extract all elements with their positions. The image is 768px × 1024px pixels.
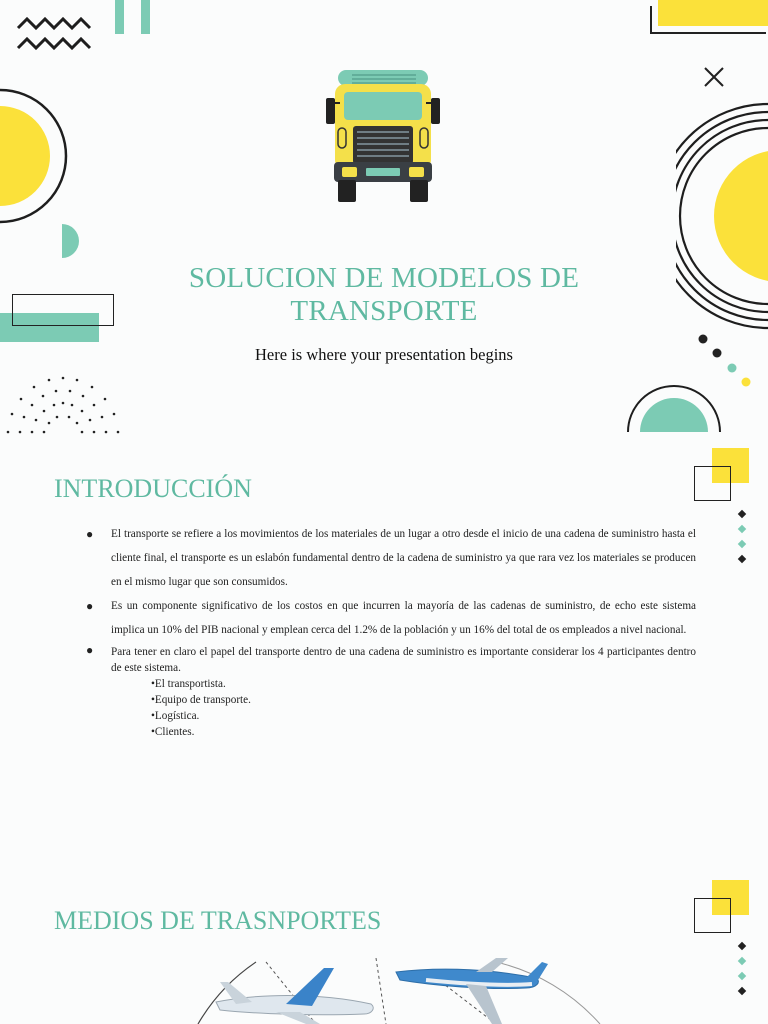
truck-icon — [326, 70, 442, 204]
small-teal-halfcircle-decoration — [60, 224, 80, 258]
bullet-icon: ● — [86, 599, 94, 613]
airplane-icon — [216, 968, 373, 1024]
outline-rect-decoration — [650, 6, 766, 34]
bullet-icon: ● — [86, 643, 94, 657]
participant-item: •Clientes. — [151, 726, 195, 738]
diamonds-decoration — [736, 940, 750, 1000]
slide1-subtitle: Here is where your presentation begins — [255, 345, 513, 364]
intro-paragraph-3: Para tener en claro el papel del transporte dentro de una cadena de suministro es importante considerar los 4 participantes dentro de este sistema. — [111, 646, 696, 674]
list-item — [86, 594, 696, 642]
intro-bullet-list — [86, 522, 696, 740]
participant-item: •El transportista. — [151, 678, 226, 690]
zigzag-decoration — [16, 16, 92, 56]
airplane-icon — [396, 958, 548, 1024]
bullet-icon: ● — [86, 527, 94, 541]
close-x-decoration — [703, 66, 725, 88]
slide1-title — [0, 262, 768, 328]
slide1-title-line1: SOLUCION DE MODELOS DE — [188, 262, 580, 294]
intro-title: INTRODUCCIÓN — [54, 474, 252, 503]
participant-item: •Equipo de transporte. — [151, 694, 251, 706]
participant-item: •Logística. — [151, 710, 200, 722]
diamonds-decoration — [736, 508, 750, 566]
intro-paragraph-1: El transporte se refiere a los movimientos de los materiales de un lugar a otro desde el inicio de una cadena de suministro hasta el cliente final, el transporte es un eslabón fundamental dentro de la cadena de suministro ya que rara vez los materiales se producen en el mismo lugar que son consumidos. — [111, 528, 696, 588]
half-circle-decoration-left — [0, 88, 72, 228]
slide1-title-line2: TRANSPORTE — [290, 295, 478, 327]
airplanes-illustration — [196, 958, 626, 1024]
dotted-arc-decoration — [4, 372, 122, 436]
teal-bar-decoration — [115, 0, 124, 34]
participants-list — [111, 676, 696, 740]
list-item — [86, 644, 696, 740]
teal-semicircle-decoration — [626, 384, 722, 432]
medios-title: MEDIOS DE TRASNPORTES — [54, 906, 382, 935]
list-item — [86, 522, 696, 594]
teal-bar-decoration — [141, 0, 150, 34]
outline-square-decoration — [694, 898, 731, 933]
intro-paragraph-2: Es un componente significativo de los costos en que incurren la mayoría de las cadenas de suministro, de echo este sistema implica un 10% del PIB nacional y emplean cerca del 1.2% de la población y un 16% del total de os empleados a nivel nacional. — [111, 600, 696, 636]
outline-square-decoration — [694, 466, 731, 501]
